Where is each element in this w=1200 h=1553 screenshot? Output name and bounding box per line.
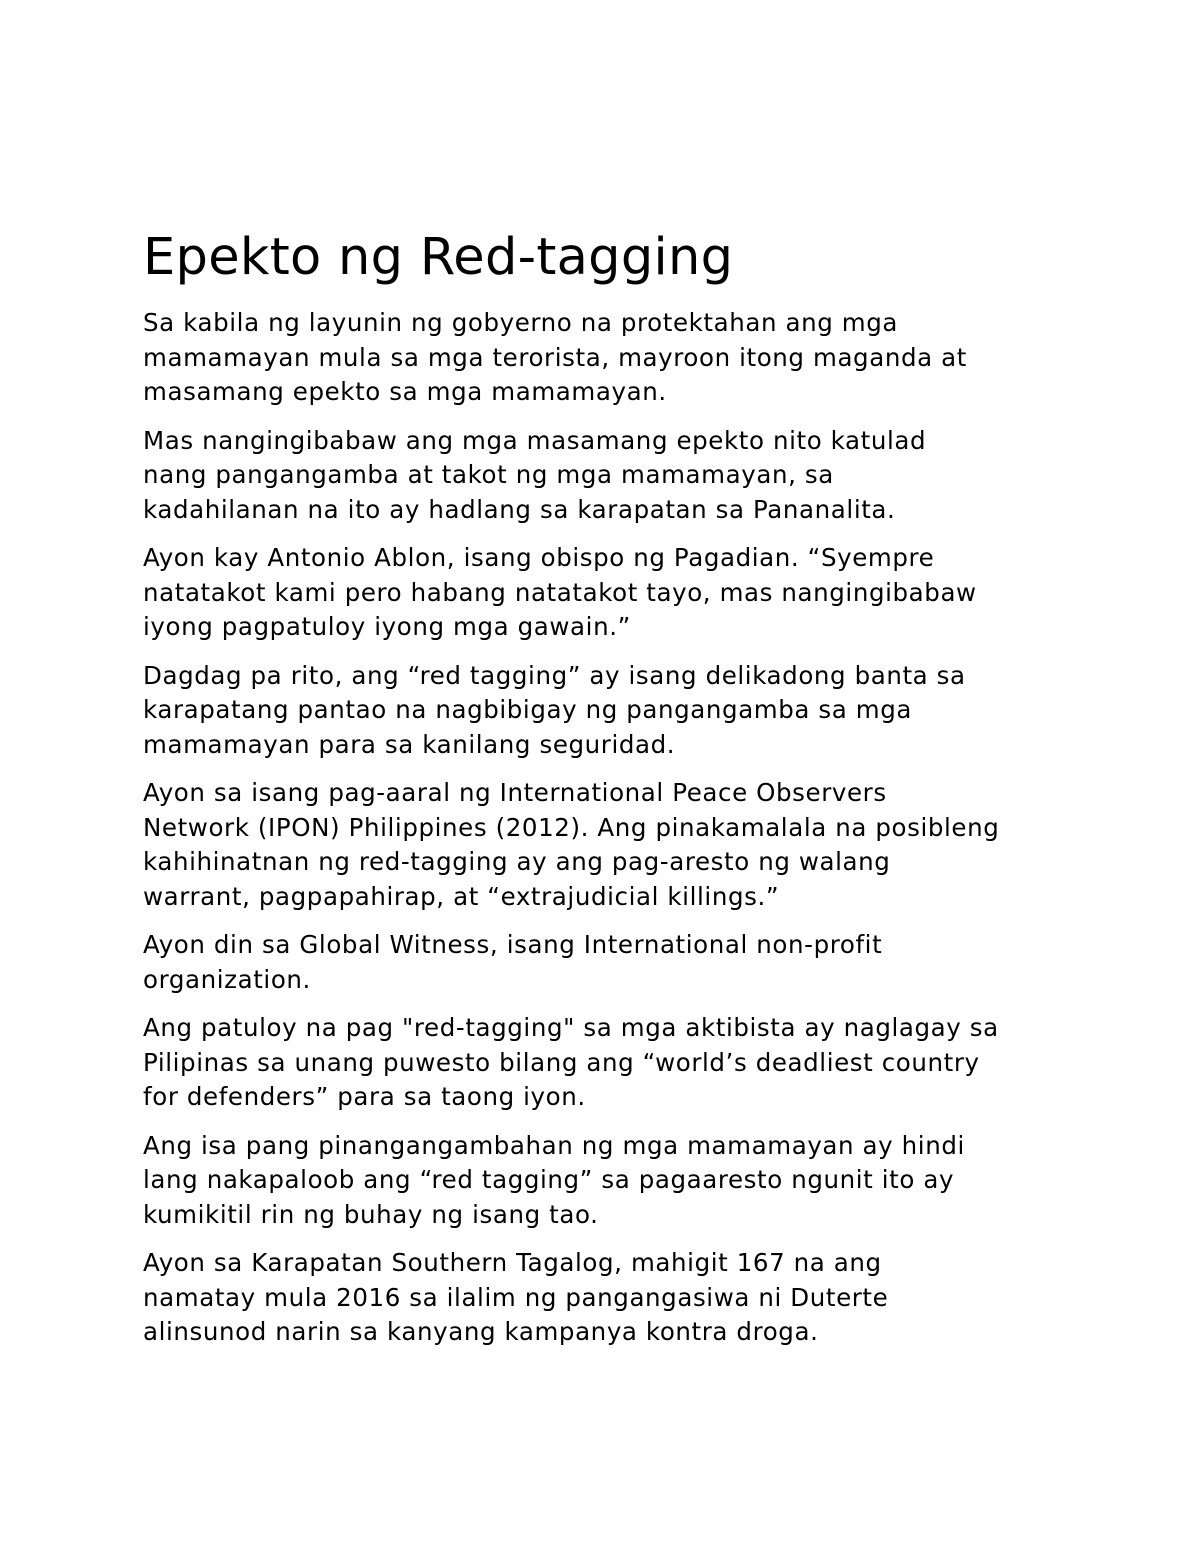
paragraph-deadliest-country: Ang patuloy na pag "red-tagging" sa mga aktibista ay naglagay sa Pilipinas sa unang puwesto bilang ang “world’s deadliest country for defenders” para sa taong iyon. — [143, 1013, 999, 1111]
paragraph-ipon-study: Ayon sa isang pag-aaral ng International Peace Observers Network (IPON) Philippines (2012). Ang pinakamalala na posibleng kahihinatnan ng red-tagging ay ang pag-aresto ng walang warrant, pagpapahirap, at “extrajudicial killings.” — [143, 778, 1000, 911]
document-title: Epekto ng Red-tagging — [143, 228, 734, 287]
paragraph-fear-of-killings: Ang isa pang pinangangambahan ng mga mamamayan ay hindi lang nakapaloob ang “red tagging” sa pagaaresto ngunit ito ay kumikitil rin ng buhay ng isang tao. — [143, 1130, 965, 1229]
paragraph-intro: Sa kabila ng layunin ng gobyerno na protektahan ang mga mamamayan mula sa mga terorista, mayroon itong maganda at masamang epekto sa mga mamamayan. — [143, 308, 967, 406]
paragraph-karapatan-stats: Ayon sa Karapatan Southern Tagalog, mahigit 167 na ang namatay mula 2016 sa ilalim ng pangangasiwa ni Duterte alinsunod narin sa kanyang kampanya kontra droga. — [143, 1248, 889, 1346]
document-body — [143, 222, 1068, 1364]
paragraph-ablon-quote: Ayon kay Antonio Ablon, isang obispo ng Pagadian. “Syempre natatakot kami pero habang natatakot tayo, mas nangingibabaw iyong pagpatuloy iyong mga gawain.” — [143, 543, 977, 641]
paragraph-global-witness: Ayon din sa Global Witness, isang International non-profit organization. — [143, 930, 883, 994]
paragraph-negative-effects: Mas nangingibabaw ang mga masamang epekto nito katulad nang pangangamba at takot ng mga mamamayan, sa kadahilanan na ito ay hadlang sa karapatan sa Pananalita. — [143, 425, 927, 524]
paragraph-human-rights: Dagdag pa rito, ang “red tagging” ay isang delikadong banta sa karapatang pantao na nagbibigay ng pangangamba sa mga mamamayan para sa kanilang seguridad. — [143, 660, 966, 759]
